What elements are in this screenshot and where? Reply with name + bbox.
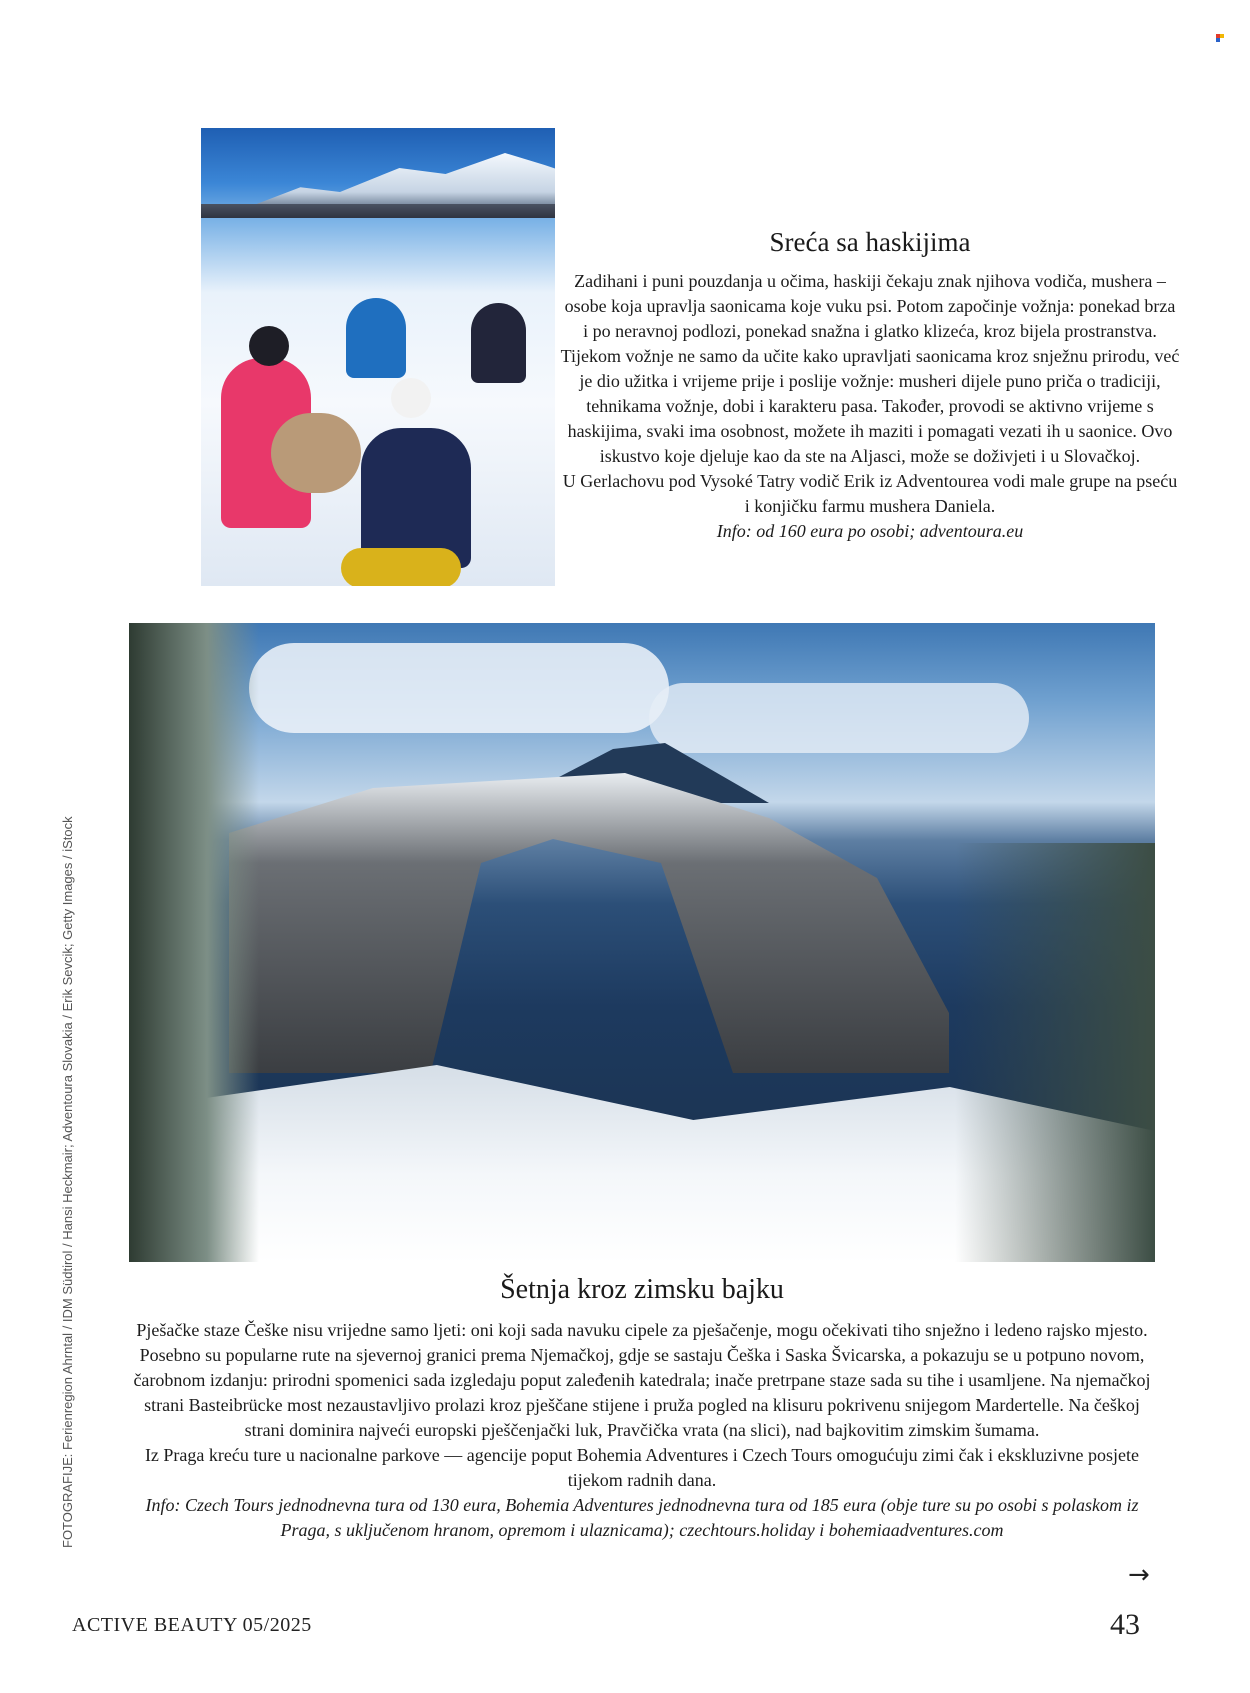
photo-credit: FOTOGRAFIJE: Ferienregion Ahrntal / IDM Südtirol / Hansi Heckmair; Adventoura Slovakia / Erik Sevcik; Getty Images / iStock (60, 816, 75, 1548)
corner-mark-yellow (1220, 34, 1224, 38)
corner-color-mark (1216, 34, 1226, 42)
husky-sled-photo (201, 128, 555, 586)
photo-sandstone-arch (229, 773, 949, 1073)
footer-page-number: 43 (1110, 1608, 1140, 1641)
photo-trees-right (955, 843, 1155, 1262)
walk-info: Info: Czech Tours jednodnevna tura od 130 eura, Bohemia Adventures jednodnevna tura od 185 eura (obje ture su po osobi s polaskom iz Praga, s uključenom hranom, opremom i ulaznicama); czechtours.holiday i bohemiaadventures.com (145, 1495, 1139, 1540)
photo-child-head (391, 378, 431, 418)
husky-section-title: Sreća sa haskijima (769, 227, 971, 257)
husky-section-body (560, 269, 1180, 544)
photo-husky-dog (271, 413, 361, 493)
photo-child-pants (341, 548, 461, 586)
footer-publication: ACTIVE BEAUTY 05/2025 (72, 1614, 312, 1636)
photo-trees-left (129, 623, 259, 1262)
walk-paragraph: Pješačke staze Češke nisu vrijedne samo ljeti: oni koji sada navuku cipele za pješačenje, mogu očekivati tiho snježno i ledeno rajsko mjesto. Posebno su popularne rute na sjevernoj granici prema Njemačkoj, gdje se sastaju Češka i Saska Švicarska, a pokazuju se u potpuno novom, čarobnom izdanju: prirodni spomenici sada izgledaju poput zaleđenih katedrala; inače pretrpane staze sada su tihe i usamljene. Na njemačkoj strani Basteibrücke most nezaustavljivo prolazi kroz pješčane stijene i pruža pogled na klisuru pokrivenu snijegom Mardertelle. Na češkoj strani dominira najveći europski pješčenjački luk, Pravčička vrata (na slici), nad bajkovitim zimskim šumama. (133, 1320, 1151, 1440)
photo-person-blue (346, 298, 406, 378)
photo-cloud (649, 683, 1029, 753)
continue-arrow-icon: → (1128, 1560, 1150, 1590)
photo-child-jacket (361, 428, 471, 568)
photo-mountain (241, 150, 555, 210)
photo-treeline (201, 204, 555, 218)
husky-info: Info: od 160 eura po osobi; adventoura.eu (716, 521, 1024, 541)
pravcicka-gate-photo (129, 623, 1155, 1262)
photo-person-dark (471, 303, 526, 383)
corner-mark-blue (1216, 38, 1220, 42)
husky-paragraph: Zadihani i puni pouzdanja u očima, haskiji čekaju znak njihova vodiča, mushera – osobe koja upravlja saonicama koje vuku psi. Potom započinje vožnja: ponekad brza i po neravnoj podlozi, ponekad snažna i glatko klizeća, kroz bijela prostranstva. Tijekom vožnje ne samo da učite kako upravljati saonicama kroz snježnu prirodu, već je dio užitka i vrijeme prije i poslije vožnje: musheri dijele puno priča o tradiciji, tehnikama vožnje, dobi i karakteru pasa. Također, provodi se aktivno vrijeme s haskijima, svaki ima osobnost, možete ih maziti i pomagati vezati ih u saonice. Ovo iskustvo koje djeluje kao da ste na Aljasci, može se doživjeti i u Slovačkoj. (560, 271, 1180, 466)
photo-head-pink (249, 326, 289, 366)
photo-cloud (249, 643, 669, 733)
husky-paragraph-2: U Gerlachovu pod Vysoké Tatry vodič Erik iz Adventourea vodi male grupe na pseću i konjičku farmu mushera Daniela. (562, 471, 1178, 516)
walk-section-body (125, 1318, 1159, 1543)
walk-section-title: Šetnja kroz zimsku bajku (500, 1274, 784, 1305)
walk-paragraph-2: Iz Praga kreću ture u nacionalne parkove — agencije poput Bohemia Adventures i Czech Tours omogućuju zimi čak i ekskluzivne posjete tijekom radnih dana. (144, 1445, 1140, 1490)
